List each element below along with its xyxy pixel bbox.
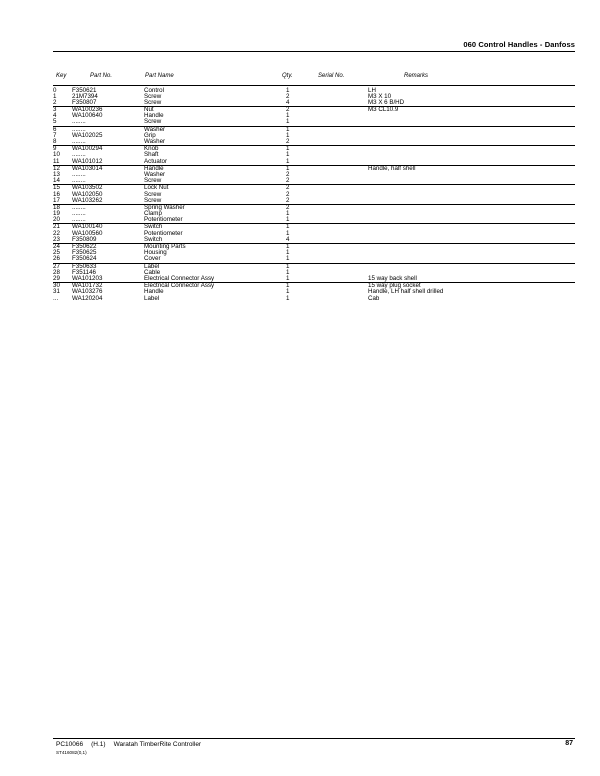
row-part-name: Label [144, 262, 160, 270]
column-header-key: Key [56, 73, 67, 79]
row-key: 13 [53, 170, 60, 178]
row-key: 3 [53, 106, 57, 114]
row-part-no: WA101732 [72, 282, 103, 290]
row-key: 24 [53, 243, 60, 250]
row-key: 31 [53, 288, 60, 296]
row-part-no: WA103014 [72, 164, 103, 172]
row-key: 25 [53, 249, 60, 257]
row-qty: 4 [286, 98, 290, 106]
row-part-name: Electrical Connector Assy [144, 282, 215, 290]
row-part-no: WA103276 [72, 288, 103, 296]
row-qty: 1 [286, 131, 290, 139]
column-header-serial-no: Serial No. [318, 73, 345, 79]
row-qty: 1 [286, 118, 290, 126]
row-part-name: Grip [144, 131, 156, 139]
column-header-part-no: Part No. [90, 73, 113, 79]
row-qty: 1 [286, 223, 290, 231]
row-part-no: WA103502 [72, 184, 103, 192]
row-part-name: Control [144, 86, 164, 94]
row-part-name: Lock Nut [144, 184, 169, 192]
table-row [53, 165, 575, 172]
row-key: 2 [53, 98, 57, 106]
row-part-no: WA103262 [72, 196, 103, 204]
row-qty: 1 [286, 112, 290, 120]
row-part-name: Washer [144, 138, 166, 145]
row-qty: 1 [286, 294, 290, 302]
row-part-no: F350809 [72, 235, 97, 243]
table-row [53, 263, 575, 270]
column-header-qty: Qty. [282, 73, 293, 79]
row-part-name: Potentiometer [144, 229, 183, 237]
footer-document-info [56, 741, 201, 748]
row-remarks: 15 way back shell [368, 274, 417, 282]
row-remarks: Handle, LH half shell drilled [368, 288, 444, 296]
row-qty: 1 [286, 274, 290, 282]
row-part-no: WA100236 [72, 106, 103, 114]
row-part-no: ........ [72, 118, 86, 126]
row-qty: 1 [286, 210, 290, 218]
row-part-name: Shaft [144, 151, 159, 159]
row-qty: 1 [286, 288, 290, 296]
row-remarks: M3 X 10 [368, 92, 392, 100]
header-rule [53, 51, 575, 52]
table-row [53, 282, 575, 289]
row-part-name: Housing [144, 249, 167, 257]
row-part-no: F350807 [72, 98, 97, 106]
row-qty: 2 [286, 190, 290, 198]
row-part-name: Cover [144, 255, 161, 263]
table-row [53, 106, 575, 113]
row-qty: 1 [286, 282, 290, 290]
row-part-no: WA100140 [72, 223, 103, 231]
row-remarks: M3 CL10.9 [368, 106, 399, 114]
footer-rule [53, 738, 575, 739]
row-part-no: ........ [72, 125, 86, 133]
row-key: 20 [53, 216, 60, 224]
page-number: 87 [565, 740, 573, 747]
table-row [53, 223, 575, 230]
row-qty: 2 [286, 106, 290, 114]
row-key: ... [53, 294, 59, 302]
row-qty: 1 [286, 125, 290, 133]
row-part-no: ........ [72, 151, 86, 159]
row-part-name: Screw [144, 118, 162, 126]
parts-table [53, 88, 575, 302]
footer-code: ST416082(0,1) [56, 750, 87, 755]
row-part-name: Mounting Parts [144, 243, 186, 250]
row-remarks: Handle, half shell [368, 164, 416, 172]
row-part-no: WA101012 [72, 157, 103, 165]
row-part-name: Handle [144, 288, 164, 296]
row-part-name: Screw [144, 190, 162, 198]
row-part-no: F350624 [72, 255, 97, 263]
row-qty: 1 [286, 86, 290, 94]
row-qty: 1 [286, 262, 290, 270]
footer-revision: (H.1) [91, 741, 106, 748]
row-key: 15 [53, 184, 60, 192]
row-part-no: F351146 [72, 268, 96, 276]
row-key: 4 [53, 112, 57, 120]
row-key: 12 [53, 164, 60, 172]
row-part-no: 21M7394 [72, 92, 98, 100]
row-qty: 2 [286, 177, 290, 185]
row-part-no: ........ [72, 170, 86, 178]
table-row [53, 184, 575, 191]
row-key: 27 [53, 262, 60, 270]
row-part-name: Screw [144, 98, 162, 106]
row-key: 21 [53, 223, 60, 231]
row-remarks: Cab [368, 294, 380, 302]
row-key: 5 [53, 118, 57, 126]
row-key: 14 [53, 177, 60, 185]
row-qty: 2 [286, 196, 290, 204]
row-part-name: Screw [144, 177, 162, 185]
row-key: 30 [53, 282, 60, 290]
row-part-name: Clamp [144, 210, 162, 218]
row-part-no: WA100560 [72, 229, 103, 237]
row-key: 0 [53, 86, 57, 94]
row-part-name: Washer [144, 125, 166, 133]
row-part-no: F350621 [72, 86, 97, 94]
row-remarks: 15 way plug socket [368, 282, 421, 290]
row-qty: 1 [286, 157, 290, 165]
row-key: 26 [53, 255, 60, 263]
row-part-name: Label [144, 294, 160, 302]
row-key: 18 [53, 203, 60, 211]
row-key: 28 [53, 268, 60, 276]
table-row [53, 296, 575, 302]
row-qty: 2 [286, 138, 290, 145]
row-part-no: ........ [72, 138, 86, 145]
footer-doc-number: PC10066 [56, 741, 84, 748]
row-qty: 1 [286, 216, 290, 224]
row-key: 9 [53, 145, 57, 153]
row-key: 16 [53, 190, 60, 198]
column-header-part-name: Part Name [145, 73, 174, 79]
row-part-name: Cable [144, 268, 161, 276]
row-part-name: Knob [144, 145, 159, 153]
row-key: 22 [53, 229, 60, 237]
table-row [53, 145, 575, 152]
row-part-no: WA100640 [72, 112, 103, 120]
row-part-name: Handle [144, 164, 164, 172]
row-qty: 1 [286, 268, 290, 276]
column-header-remarks: Remarks [404, 73, 429, 79]
row-qty: 2 [286, 203, 290, 211]
row-part-no: F350625 [72, 249, 97, 257]
table-row [53, 204, 575, 211]
row-key: 7 [53, 131, 57, 139]
row-part-no: WA102025 [72, 131, 103, 139]
table-row [53, 126, 575, 133]
row-key: 1 [53, 92, 57, 100]
row-key: 29 [53, 274, 60, 282]
row-qty: 2 [286, 170, 290, 178]
row-qty: 1 [286, 243, 290, 250]
row-remarks: M3 X 6 B/HD [368, 98, 405, 106]
row-qty: 1 [286, 145, 290, 153]
row-part-no: ........ [72, 203, 86, 211]
row-qty: 1 [286, 249, 290, 257]
row-key: 19 [53, 210, 60, 218]
row-key: 6 [53, 125, 57, 133]
row-part-no: F350633 [72, 262, 97, 270]
row-key: 8 [53, 138, 57, 145]
row-part-name: Handle [144, 112, 164, 120]
row-part-no: WA102050 [72, 190, 103, 198]
row-key: 23 [53, 235, 60, 243]
row-part-name: Nut [144, 106, 154, 114]
row-qty: 4 [286, 235, 290, 243]
column-header-rule [53, 85, 575, 86]
row-qty: 1 [286, 164, 290, 172]
row-part-name: Potentiometer [144, 216, 183, 224]
row-part-name: Screw [144, 196, 162, 204]
row-part-no: WA100294 [72, 145, 103, 153]
row-part-no: WA120204 [72, 294, 103, 302]
row-key: 17 [53, 196, 60, 204]
table-row [53, 243, 575, 250]
footer-product: Waratah TimberRite Controller [113, 741, 202, 748]
row-part-name: Washer [144, 170, 166, 178]
row-qty: 1 [286, 151, 290, 159]
row-part-no: ........ [72, 177, 86, 185]
row-part-no: WA101203 [72, 274, 103, 282]
row-part-no: ........ [72, 216, 86, 224]
row-key: 11 [53, 157, 60, 165]
row-qty: 2 [286, 184, 290, 192]
row-part-name: Electrical Connector Assy [144, 274, 215, 282]
row-part-name: Screw [144, 92, 162, 100]
page-title: 060 Control Handles - Danfoss [463, 40, 575, 49]
row-key: 10 [53, 151, 60, 159]
row-part-name: Actuator [144, 157, 168, 165]
row-part-no: ........ [72, 210, 86, 218]
row-part-name: Switch [144, 235, 163, 243]
row-remarks: LH [368, 86, 376, 94]
row-qty: 2 [286, 92, 290, 100]
row-qty: 1 [286, 255, 290, 263]
row-qty: 1 [286, 229, 290, 237]
row-part-name: Spring Washer [144, 203, 185, 211]
row-part-no: F350622 [72, 243, 97, 250]
row-part-name: Switch [144, 223, 163, 231]
